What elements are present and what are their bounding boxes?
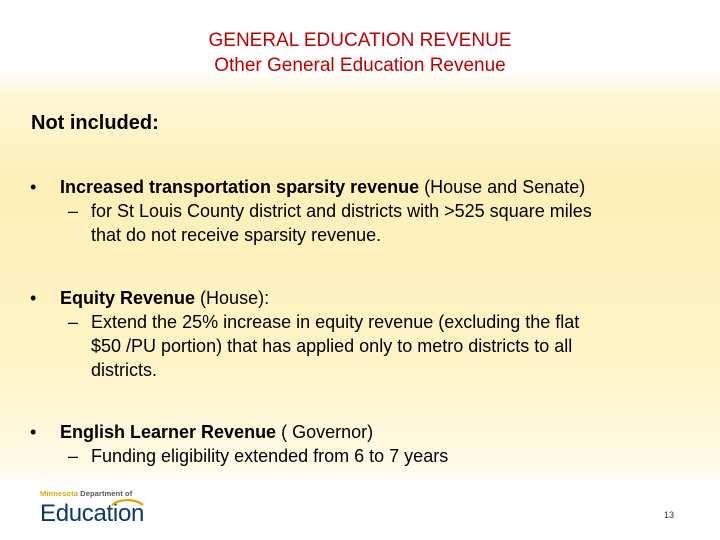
sub-bullet-line — [30, 199, 710, 223]
sub-bullet-text: districts. — [91, 360, 158, 380]
logo-swoosh-icon — [40, 499, 170, 529]
sub-bullet-text: for St Louis County district and districts with >525 square miles — [91, 201, 592, 221]
bullet-dot-icon: • — [30, 422, 37, 442]
sub-bullet-text: Extend the 25% increase in equity revenue (excluding the flat — [91, 312, 580, 332]
mde-logo — [40, 489, 170, 533]
bullet-rest-text: ( Governor) — [276, 422, 374, 442]
sub-bullet-dash-icon: – — [68, 312, 79, 332]
bullet-english-learner — [30, 420, 710, 468]
bullet-rest-text: (House and Senate) — [419, 177, 586, 197]
sub-bullet-dash-icon: – — [68, 446, 79, 466]
sub-bullet-text: Funding eligibility extended from 6 to 7 years — [91, 446, 449, 466]
sub-bullet-line — [30, 444, 710, 468]
logo-state-text: Minnesota — [40, 489, 78, 498]
bullet-bold-text: English Learner Revenue — [60, 422, 277, 442]
bullet-transportation-sparsity — [30, 175, 710, 247]
slide-title — [0, 28, 720, 78]
sub-bullet-dash-icon: – — [68, 201, 79, 221]
sub-bullet-text: $50 /PU portion) that has applied only to metro districts to all — [91, 336, 573, 356]
sub-bullet-line — [30, 358, 710, 382]
not-included-heading: Not included: — [31, 112, 159, 134]
sub-bullet-text: that do not receive sparsity revenue. — [91, 225, 382, 245]
page-number: 13 — [664, 510, 675, 520]
sub-bullet-line — [30, 334, 710, 358]
title-line-2: Other General Education Revenue — [214, 55, 506, 76]
bullet-bold-text: Equity Revenue — [60, 288, 196, 308]
logo-education-wordmark — [40, 499, 170, 529]
bullet-line — [30, 175, 710, 199]
sub-bullet-line — [30, 310, 710, 334]
title-line-1: GENERAL EDUCATION REVENUE — [208, 30, 512, 51]
sub-bullet-line — [30, 223, 710, 247]
bullet-line — [30, 286, 710, 310]
bullet-equity-revenue — [30, 286, 710, 382]
logo-department-line — [40, 489, 170, 498]
bullet-line — [30, 420, 710, 444]
logo-education-text: Education — [40, 500, 145, 527]
bullet-bold-text: Increased transportation sparsity revenue — [60, 177, 420, 197]
logo-department-text: Department of — [78, 489, 133, 498]
bullet-dot-icon: • — [30, 288, 37, 308]
bullet-dot-icon: • — [30, 177, 37, 197]
bullet-rest-text: (House): — [195, 288, 270, 308]
